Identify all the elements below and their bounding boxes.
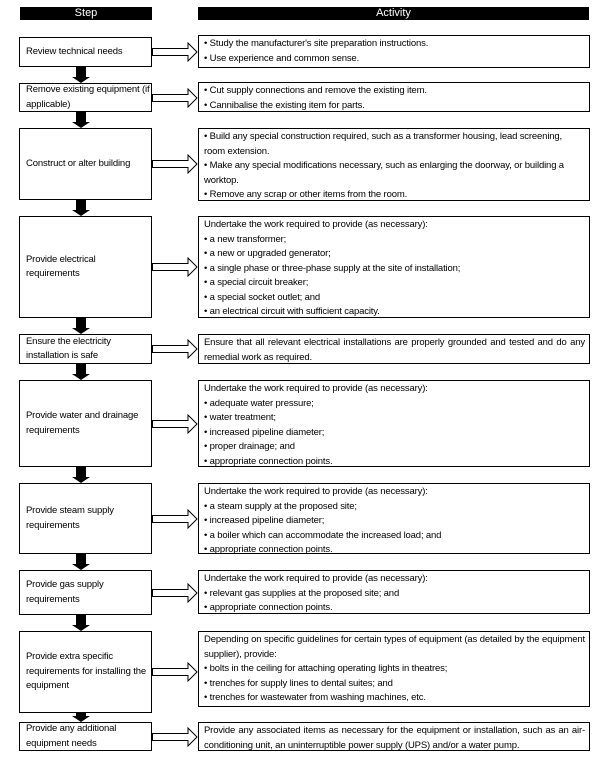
activity-bullet-item: • appropriate connection points.	[204, 455, 333, 467]
down-arrow-icon	[71, 615, 91, 631]
right-arrow-icon	[152, 583, 198, 603]
step-column-header: Step	[20, 7, 152, 20]
activity-bullet-item: • a steam supply at the proposed site;	[204, 500, 357, 512]
activity-intro: Depending on specific guidelines for certain types of equipment (as detailed by the equipment supplier), provide:	[204, 634, 585, 660]
activity-bullet-item: • water treatment;	[204, 412, 276, 423]
activity-bullet-item: • adequate water pressure;	[204, 397, 314, 409]
activity-bullet-item: • Cut supply connections and remove the existing item.	[204, 85, 427, 96]
activity-bullet-item: • appropriate connection points.	[204, 602, 333, 613]
right-arrow-icon	[152, 509, 198, 529]
activity-intro: Undertake the work required to provide (as necessary):	[204, 486, 428, 497]
step-label: Provide steam supply requirements	[26, 505, 114, 531]
activity-box	[198, 483, 590, 554]
activity-bullet-item: • bolts in the ceiling for attaching operating lights in theatres;	[204, 663, 448, 674]
step-box	[19, 128, 152, 200]
step-box	[19, 631, 152, 713]
activity-bullet-item: • proper drainage; and	[204, 441, 295, 452]
step-label: Review technical needs	[26, 45, 123, 57]
step-label: Remove existing equipment (if applicable)	[26, 84, 150, 110]
activity-box	[198, 128, 590, 201]
activity-intro: Undertake the work required to provide (as necessary):	[204, 383, 428, 394]
activity-bullet-item: • trenches for wastewater from washing machines, etc.	[204, 692, 426, 703]
down-arrow-icon	[71, 67, 91, 83]
activity-bullet-item: • increased pipeline diameter;	[204, 426, 325, 438]
activity-bullet-item: • a special circuit breaker;	[204, 277, 309, 288]
step-box	[19, 483, 152, 554]
activity-bullet-item: • Use experience and common sense.	[204, 52, 360, 64]
right-arrow-icon	[152, 339, 198, 359]
down-arrow-icon	[71, 713, 91, 722]
step-label: Provide any additional equipment needs	[26, 723, 117, 749]
activity-bullet-item: • Make any special modifications necessary, such as enlarging the doorway, or building a worktop.	[204, 160, 564, 186]
activity-bullet-item: • increased pipeline diameter;	[204, 515, 325, 526]
step-label: Construct or alter building	[26, 157, 131, 169]
activity-bullet-item: • appropriate connection points.	[204, 544, 333, 555]
activity-box	[198, 216, 590, 318]
down-arrow-icon	[71, 200, 91, 216]
step-label: Ensure the electricity installation is safe	[26, 335, 111, 361]
step-box	[19, 334, 152, 364]
activity-column-header: Activity	[198, 7, 589, 20]
activity-bullet-item: • a special socket outlet; and	[204, 291, 321, 303]
step-box	[19, 37, 152, 67]
activity-box	[198, 334, 590, 364]
activity-bullet-item: • relevant gas supplies at the proposed site; and	[204, 587, 400, 599]
right-arrow-icon	[152, 662, 198, 682]
right-arrow-icon	[152, 154, 198, 174]
right-arrow-icon	[152, 42, 198, 62]
step-box	[19, 216, 152, 318]
right-arrow-icon	[152, 257, 198, 277]
activity-box	[198, 570, 590, 614]
step-box	[19, 380, 152, 467]
down-arrow-icon	[71, 112, 91, 128]
step-box	[19, 722, 152, 751]
step-label: Provide water and drainage requirements	[26, 410, 139, 436]
down-arrow-icon	[71, 364, 91, 380]
activity-box	[198, 82, 590, 112]
step-label: Provide electrical requirements	[26, 253, 96, 279]
activity-intro: Ensure that all relevant electrical installations are properly grounded and tested and do any remedial work as required.	[204, 337, 585, 363]
activity-bullet-item: • trenches for supply lines to dental suites; and	[204, 677, 393, 689]
step-label: Provide gas supply requirements	[26, 579, 104, 605]
step-box	[19, 83, 152, 112]
activity-box	[198, 722, 590, 751]
right-arrow-icon	[152, 727, 198, 747]
activity-bullet-item: • Study the manufacturer's site preparation instructions.	[204, 38, 429, 49]
activity-intro: Undertake the work required to provide (as necessary):	[204, 219, 428, 230]
activity-bullet-item: • a new or upgraded generator;	[204, 248, 331, 259]
activity-box	[198, 35, 590, 68]
right-arrow-icon	[152, 414, 198, 434]
right-arrow-icon	[152, 88, 198, 108]
activity-bullet-item: • a single phase or three-phase supply at the site of installation;	[204, 262, 461, 274]
step-box	[19, 570, 152, 615]
activity-bullet-item: • Cannibalise the existing item for parts.	[204, 99, 365, 111]
down-arrow-icon	[71, 318, 91, 334]
activity-bullet-item: • a boiler which can accommodate the increased load; and	[204, 529, 442, 541]
activity-bullet-item: • a new transformer;	[204, 233, 287, 245]
down-arrow-icon	[71, 554, 91, 570]
activity-bullet-item: • Remove any scrap or other items from the room.	[204, 189, 408, 200]
activity-bullet-item: • Build any special construction required, such as a transformer housing, lead screening, room extension.	[204, 131, 563, 157]
activity-box	[198, 631, 590, 707]
activity-intro: Provide any associated items as necessary for the equipment or installation, such as an air-conditioning unit, an uninterruptible power supply (UPS) and/or a water pump.	[204, 725, 585, 751]
activity-bullet-item: • an electrical circuit with sufficient capacity.	[204, 306, 380, 317]
down-arrow-icon	[71, 467, 91, 483]
activity-box	[198, 380, 590, 467]
step-label: Provide extra specific requirements for installing the equipment	[26, 651, 146, 692]
activity-intro: Undertake the work required to provide (as necessary):	[204, 573, 428, 584]
